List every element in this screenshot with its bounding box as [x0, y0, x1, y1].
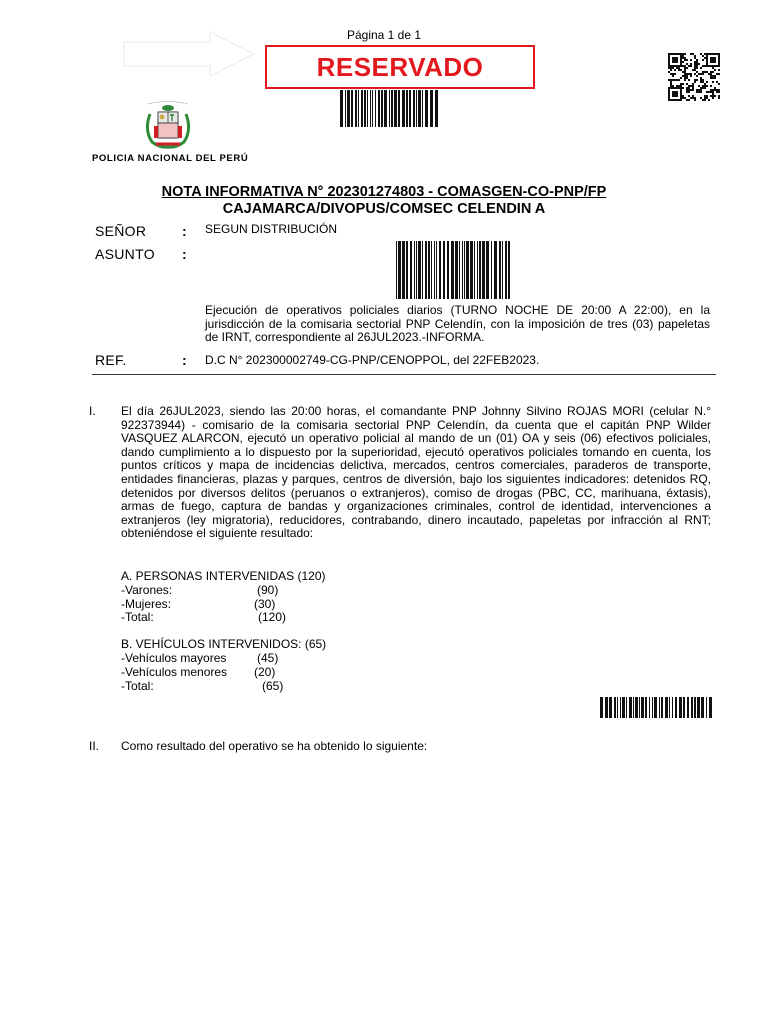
- asunto-text: Ejecución de operativos policiales diarios (TURNO NOCHE DE 20:00 A 22:00), en la jurisdicción de la comisaria sectorial PNP Celendín, con la imposición de tres (03) papeletas de IRNT, correspondiente al 26JUL2023.-INFORMA.: [205, 303, 710, 345]
- section-1-paragraph: El día 26JUL2023, siendo las 20:00 horas, el comandante PNP Johnny Silvino ROJAS MORI (celular N.° 922373944) - comisario de la comisaria sectorial PNP Celendín, da cuenta que el capitán PNP Wilder VASQUEZ ALARCON, ejecutó un operativo policial al mando de un (01) OA y seis (06) efectivos policiales, dando cumplimiento a lo dispuesto por la superioridad, ejecutó operativos policiales tomando en cuenta, los puntos críticos y mapa de incidencias delictiva, mercados, centros comerciales, paraderos de transporte, entidades financieras, plazas y parques, centros de diversión, bajo los siguientes indicadores: detenidos RQ, detenidos por diversos delitos (peruanos o extranjeros), comiso de drogas (PBC, CC, marihuana, éxtasis), armas de fuego, captura de bandas y organizaciones criminales, control de identidad, intervenciones a extranjeros (ley migratoria), reducidores, contrabando, dinero incautado, papeletas por infracción al RNT; obteniéndose el siguiente resultado:: [121, 404, 711, 541]
- ref-colon: :: [182, 352, 187, 368]
- row-label: -Mujeres:: [121, 597, 172, 611]
- barcode-icon: [600, 697, 712, 718]
- senor-value: SEGUN DISTRIBUCIÓN: [205, 222, 338, 236]
- list-item: [121, 679, 154, 693]
- section-2-paragraph: Como resultado del operativo se ha obtenido lo siguiente:: [121, 739, 428, 753]
- list-item: [121, 665, 227, 679]
- asunto-label: ASUNTO: [95, 246, 155, 262]
- ref-value: D.C N° 202300002749-CG-PNP/CENOPPOL, del 22FEB2023.: [205, 353, 540, 367]
- list-item: [121, 597, 171, 611]
- row-value: (120): [258, 610, 287, 624]
- section-2-number: II.: [89, 739, 100, 753]
- faded-arrow-watermark: [122, 30, 262, 80]
- asunto-colon: :: [182, 246, 187, 262]
- row-label: -Varones:: [121, 583, 173, 597]
- peru-coat-of-arms-icon: [140, 100, 196, 150]
- list-item: [121, 651, 226, 665]
- row-value: (90): [257, 583, 279, 597]
- barcode-icon: [340, 90, 438, 127]
- list-item: [121, 583, 172, 597]
- section-divider: [92, 374, 716, 375]
- classification-stamp: RESERVADO: [265, 45, 535, 89]
- personas-heading: A. PERSONAS INTERVENIDAS (120): [121, 569, 326, 583]
- document-title-line-2: CAJAMARCA/DIVOPUS/COMSEC CELENDIN A: [222, 201, 546, 217]
- vehiculos-heading: B. VEHÍCULOS INTERVENIDOS: (65): [121, 637, 327, 651]
- row-value: (65): [262, 679, 284, 693]
- row-label: -Total:: [121, 679, 154, 693]
- senor-label: SEÑOR: [95, 223, 147, 239]
- document-title-line-1: NOTA INFORMATIVA N° 202301274803 - COMASGEN-CO-PNP/FP: [161, 184, 607, 200]
- row-label: -Total:: [121, 610, 154, 624]
- row-label: -Vehículos menores: [121, 665, 228, 679]
- ref-label: REF.: [95, 352, 127, 368]
- row-label: -Vehículos mayores: [121, 651, 227, 665]
- list-item: [121, 610, 154, 624]
- section-1-number: I.: [89, 404, 96, 418]
- row-value: (20): [254, 665, 276, 679]
- qr-code-icon: [668, 53, 720, 101]
- row-value: (45): [257, 651, 279, 665]
- page-number-label: Página 1 de 1: [346, 28, 422, 42]
- row-value: (30): [254, 597, 276, 611]
- senor-colon: :: [182, 223, 187, 239]
- organization-name: POLICIA NACIONAL DEL PERÚ: [92, 153, 249, 164]
- barcode-icon: [396, 241, 512, 299]
